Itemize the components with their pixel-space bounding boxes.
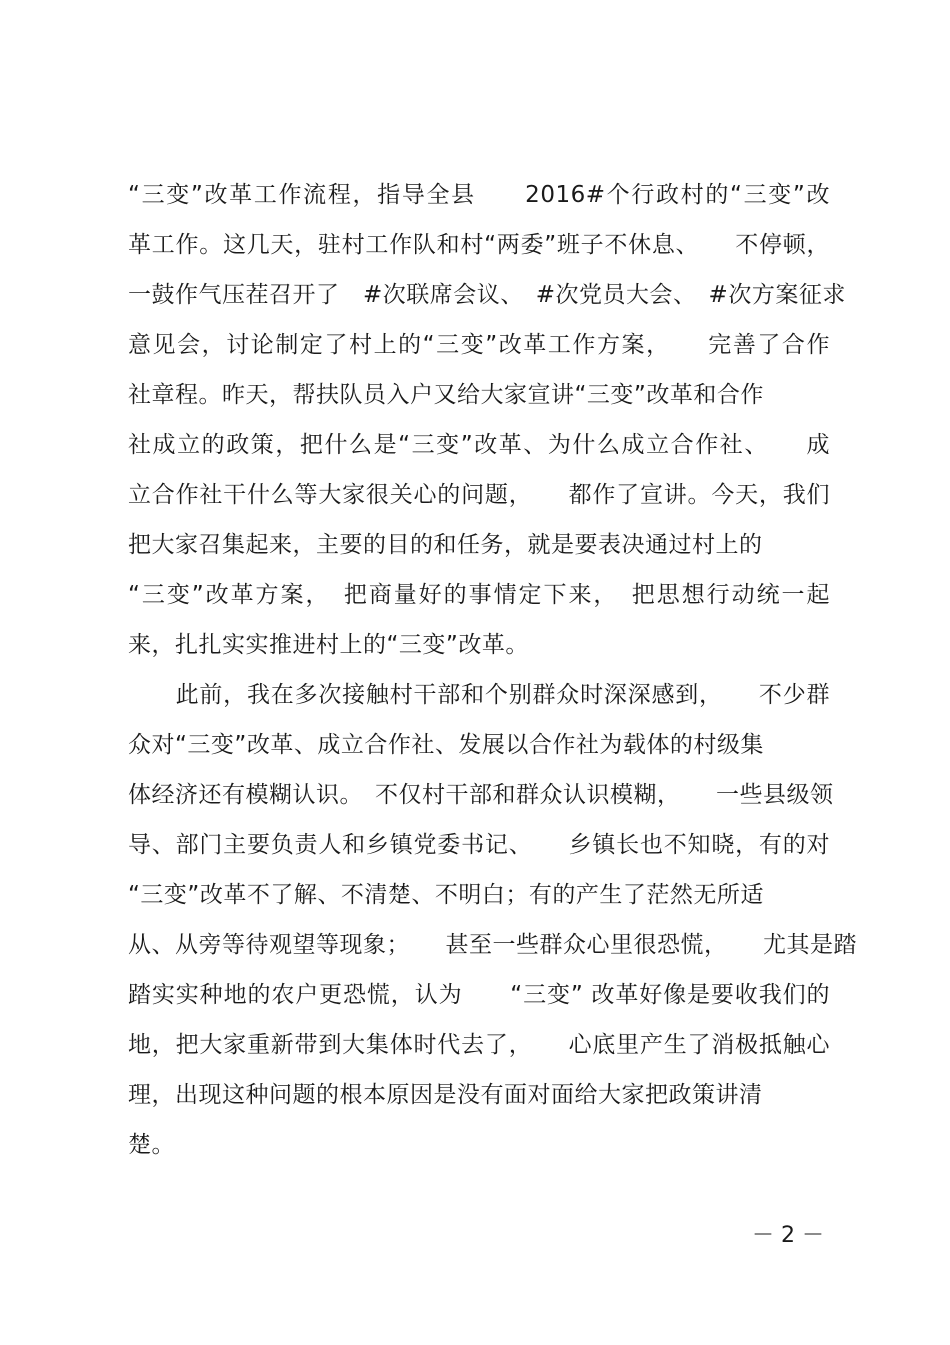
text-line: 导、部门主要负责人和乡镇党委书记、 乡镇长也不知晓，有的对 bbox=[128, 832, 830, 858]
text-line: 社章程。昨天，帮扶队员入户又给大家宣讲“三变”改革和合作 bbox=[128, 382, 764, 408]
text-line: 体经济还有模糊认识。 不仅村干部和群众认识模糊， 一些县级领 bbox=[128, 782, 834, 808]
text-line: 此前，我在多次接触村干部和个别群众时深深感到， 不少群 bbox=[128, 682, 830, 708]
text-line: “三变”改革方案， 把商量好的事情定下来， 把思想行动统一起 bbox=[128, 582, 830, 608]
text-line: 踏实实种地的农户更恐慌，认为 “三变” 改革好像是要收我们的 bbox=[128, 982, 830, 1008]
text-line: “三变”改革工作流程，指导全县 2016#个行政村的“三变”改 bbox=[128, 182, 830, 208]
text-line: 楚。 bbox=[128, 1132, 175, 1158]
text-line: 从、从旁等待观望等现象； 甚至一些群众心里很恐慌， 尤其是踏 bbox=[128, 932, 857, 958]
text-line: 社成立的政策，把什么是“三变”改革、为什么成立合作社、 成 bbox=[128, 432, 830, 458]
text-line: 众对“三变”改革、成立合作社、发展以合作社为载体的村级集 bbox=[128, 732, 764, 758]
text-line: “三变”改革不了解、不清楚、不明白；有的产生了茫然无所适 bbox=[128, 882, 764, 908]
text-line: 一鼓作气压茬召开了 #次联席会议、 #次党员大会、 #次方案征求 bbox=[128, 282, 846, 308]
text-line: 理，出现这种问题的根本原因是没有面对面给大家把政策讲清 bbox=[128, 1082, 763, 1108]
text-line: 意见会，讨论制定了村上的“三变”改革工作方案， 完善了合作 bbox=[128, 332, 830, 358]
text-line: 来，扎扎实实推进村上的“三变”改革。 bbox=[128, 632, 529, 658]
page-number: － 2 － bbox=[752, 1223, 824, 1248]
text-line: 立合作社干什么等大家很关心的问题， 都作了宣讲。今天，我们 bbox=[128, 482, 830, 508]
text-line: 地，把大家重新带到大集体时代去了， 心底里产生了消极抵触心 bbox=[128, 1032, 830, 1058]
text-line: 把大家召集起来，主要的目的和任务，就是要表决通过村上的 bbox=[128, 532, 763, 558]
text-line: 革工作。这几天，驻村工作队和村“两委”班子不休息、 不停顿， bbox=[128, 232, 830, 258]
